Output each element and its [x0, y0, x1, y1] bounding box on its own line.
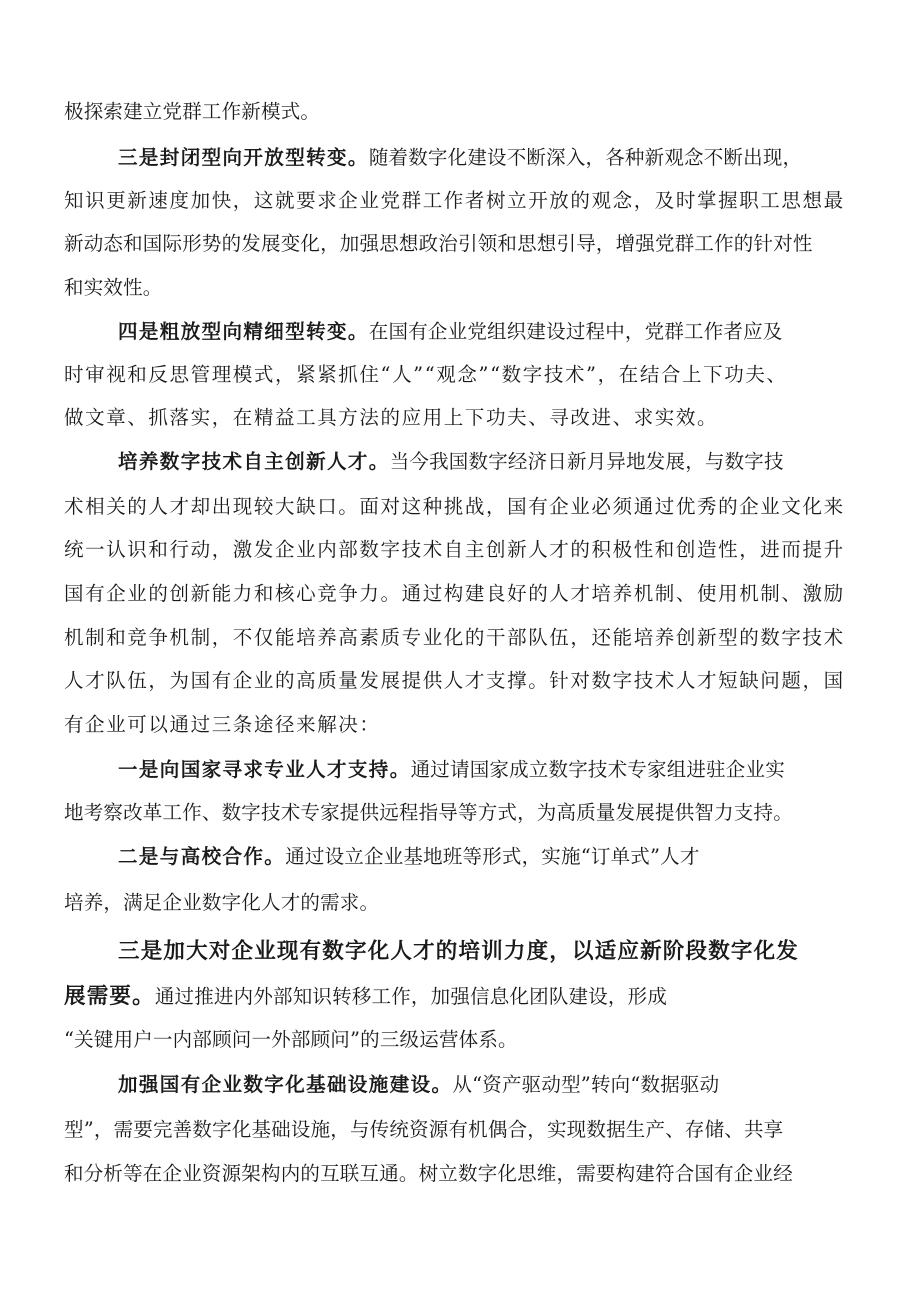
paragraph-heading-line: 四是粗放型向精细型转变。在国有企业党组织建设过程中，党群工作者应及: [118, 320, 783, 343]
bold-lead: 展需要。: [64, 984, 155, 1009]
bold-lead: 四是粗放型向精细型转变。: [118, 320, 369, 343]
bold-lead: 加强国有企业数字化基础设施建设。: [118, 1073, 453, 1096]
paragraph-heading-line: 三是封闭型向开放型转变。随着数字化建设不断深入，各种新观念不断出现，: [118, 146, 803, 169]
paragraph-heading-line: [118, 938, 799, 966]
bold-lead: 三是封闭型向开放型转变。: [118, 146, 369, 169]
text-line: 时审视和反思管理模式，紧紧抓住“人”“观念”“数字技术”，在结合上下功夫、: [64, 363, 788, 386]
text-line: 知识更新速度加快，这就要求企业党群工作者树立开放的观念，及时掌握职工思想最: [64, 189, 845, 212]
text-line: 机制和竞争机制，不仅能培养高素质专业化的干部队伍，还能培养创新型的数字技术: [64, 626, 845, 649]
bold-lead: 三是加大对企业现有数字化人才的培训力度，以适应新阶段数字化发: [118, 939, 800, 964]
paragraph-heading-line: 培养数字技术自主创新人才。当今我国数字经济日新月异地发展，与数字技: [118, 450, 784, 473]
text-line: 培养，满足企业数字化人才的需求。: [64, 891, 380, 914]
text-line: 做文章、抓落实，在精益工具方法的应用上下功夫、寻改进、求实效。: [64, 406, 719, 429]
text-line: 统一认识和行动，激发企业内部数字技术自主创新人才的积极性和创造性，进而提升: [64, 538, 845, 561]
text-line: 人才队伍，为国有企业的高质量发展提供人才支撑。针对数字技术人才短缺问题，国: [64, 669, 845, 692]
text-line: 和实效性。: [64, 276, 163, 299]
paragraph-heading-line: 展需要。通过推进内外部知识转移工作，加强信息化团队建设，形成: [64, 984, 668, 1009]
bold-lead: 二是与高校合作。: [118, 845, 286, 868]
text-line: “关键用户一内部顾问一外部顾问”的三级运营体系。: [64, 1028, 518, 1051]
text-line: 术相关的人才却出现较大缺口。面对这种挑战，国有企业必须通过优秀的企业文化来: [64, 495, 845, 518]
text-line: 地考察改革工作、数字技术专家提供远程指导等方式，为高质量发展提供智力支持。: [64, 801, 793, 824]
text-line: 有企业可以通过三条途径来解决：: [64, 713, 381, 736]
text-line: 国有企业的创新能力和核心竞争力。通过构建良好的人才培养机制、使用机制、激励: [64, 582, 845, 605]
bold-lead: 一是向国家寻求专业人才支持。: [118, 758, 411, 781]
text-line: 新动态和国际形势的发展变化，加强思想政治引领和思想引导，增强党群工作的针对性: [64, 232, 813, 255]
text-line: 型”，需要完善数字化基础设施，与传统资源有机偶合，实现数据生产、存储、共享: [64, 1118, 784, 1141]
bold-lead: 培养数字技术自主创新人才。: [118, 450, 390, 473]
text-line: 和分析等在企业资源架构内的互联互通。树立数字化思维，需要构建符合国有企业经: [64, 1162, 793, 1185]
text-line: 极探索建立党群工作新模式。: [64, 100, 321, 123]
paragraph-heading-line: 一是向国家寻求专业人才支持。通过请国家成立数字技术专家组进驻企业实: [118, 758, 785, 781]
paragraph-heading-line: 二是与高校合作。通过设立企业基地班等形式，实施“订单式”人才: [118, 845, 700, 868]
paragraph-heading-line: 加强国有企业数字化基础设施建设。从“资产驱动型”转向“数据驱动: [118, 1073, 720, 1096]
